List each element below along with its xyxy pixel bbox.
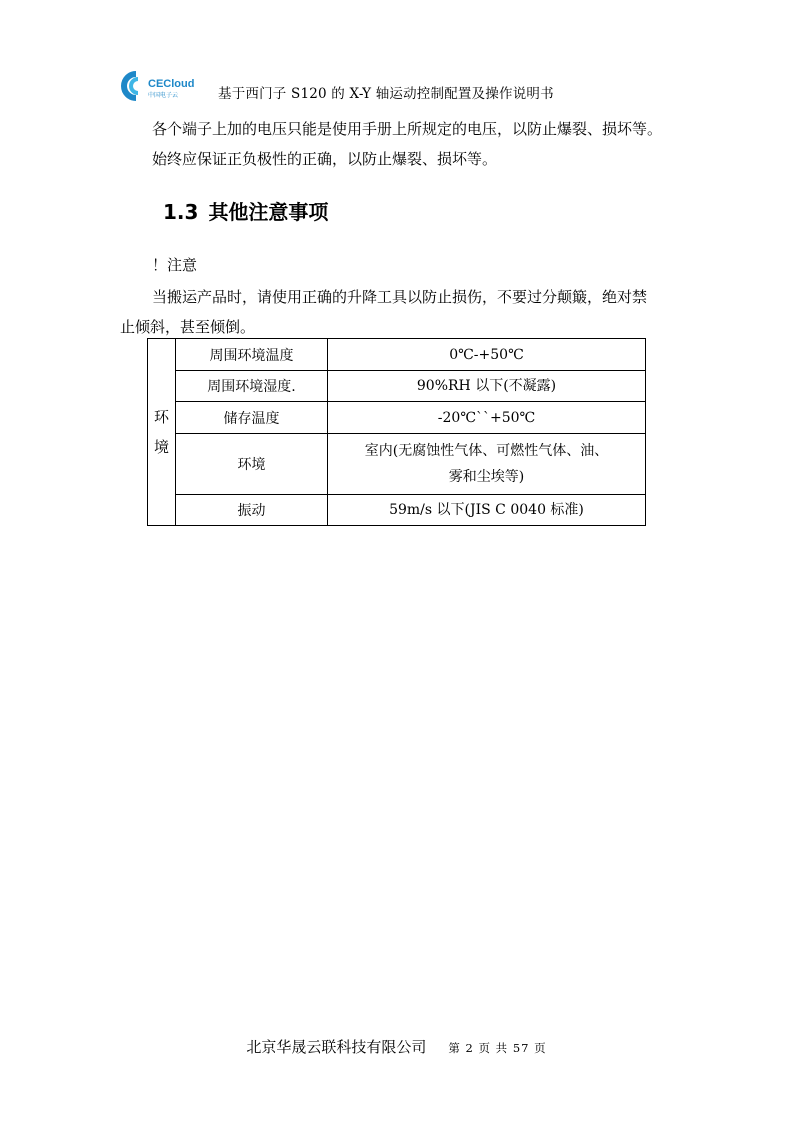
page-number: 第 2 页 共 57 页 xyxy=(448,1041,547,1055)
row-value-humidity: 90%RH 以下(不凝露) xyxy=(328,371,646,402)
paragraph-line-1: 当搬运产品时，请使用正确的升降工具以防止损伤，不要过分颠簸，绝对禁 xyxy=(152,288,648,306)
paragraph-line-2: 止倾斜，甚至倾倒。 xyxy=(120,318,256,336)
cecloud-logo-icon xyxy=(118,70,210,102)
row-value-environment xyxy=(328,434,646,495)
environment-side-label xyxy=(148,339,176,526)
table-row xyxy=(148,495,646,526)
environment-value-line-1: 室内(无腐蚀性气体、可燃性气体、油、 xyxy=(364,443,609,459)
row-value-storage-temp: -20℃``+50℃ xyxy=(328,402,646,434)
logo-subtext: 中国电子云 xyxy=(148,92,179,99)
row-label-ambient-temp: 周围环境温度 xyxy=(176,339,328,371)
row-label-storage-temp: 储存温度 xyxy=(176,402,328,434)
environment-table xyxy=(147,338,646,526)
table-row xyxy=(148,402,646,434)
section-number: 1.3 xyxy=(163,200,199,224)
page-header xyxy=(118,70,678,106)
row-label-humidity: 周围环境湿度. xyxy=(176,371,328,402)
body-line-voltage: 各个端子上加的电压只能是使用手册上所规定的电压，以防止爆裂、损坏等。 xyxy=(152,120,663,138)
section-heading xyxy=(163,196,328,225)
environment-value-line-2: 雾和尘埃等) xyxy=(448,469,525,485)
logo-text: CECloud xyxy=(148,78,195,90)
side-label-char-2: 境 xyxy=(153,438,169,456)
document-title: 基于西门子 S120 的 X-Y 轴运动控制配置及操作说明书 xyxy=(218,86,554,102)
row-value-vibration: 59m/s 以下(JIS C 0040 标准) xyxy=(328,495,646,526)
row-label-environment: 环境 xyxy=(176,434,328,495)
body-line-polarity: 始终应保证正负极性的正确，以防止爆裂、损坏等。 xyxy=(152,150,498,168)
row-value-ambient-temp: 0℃-+50℃ xyxy=(328,339,646,371)
table-row xyxy=(148,371,646,402)
table-row xyxy=(148,339,646,371)
table-row xyxy=(148,434,646,495)
section-title: 其他注意事项 xyxy=(208,200,329,224)
row-label-vibration: 振动 xyxy=(176,495,328,526)
notice-label: ！注意 xyxy=(152,256,198,274)
side-label-char-1: 环 xyxy=(153,408,169,426)
footer-company: 北京华晟云联科技有限公司 xyxy=(246,1038,427,1056)
page-footer xyxy=(0,1036,793,1057)
